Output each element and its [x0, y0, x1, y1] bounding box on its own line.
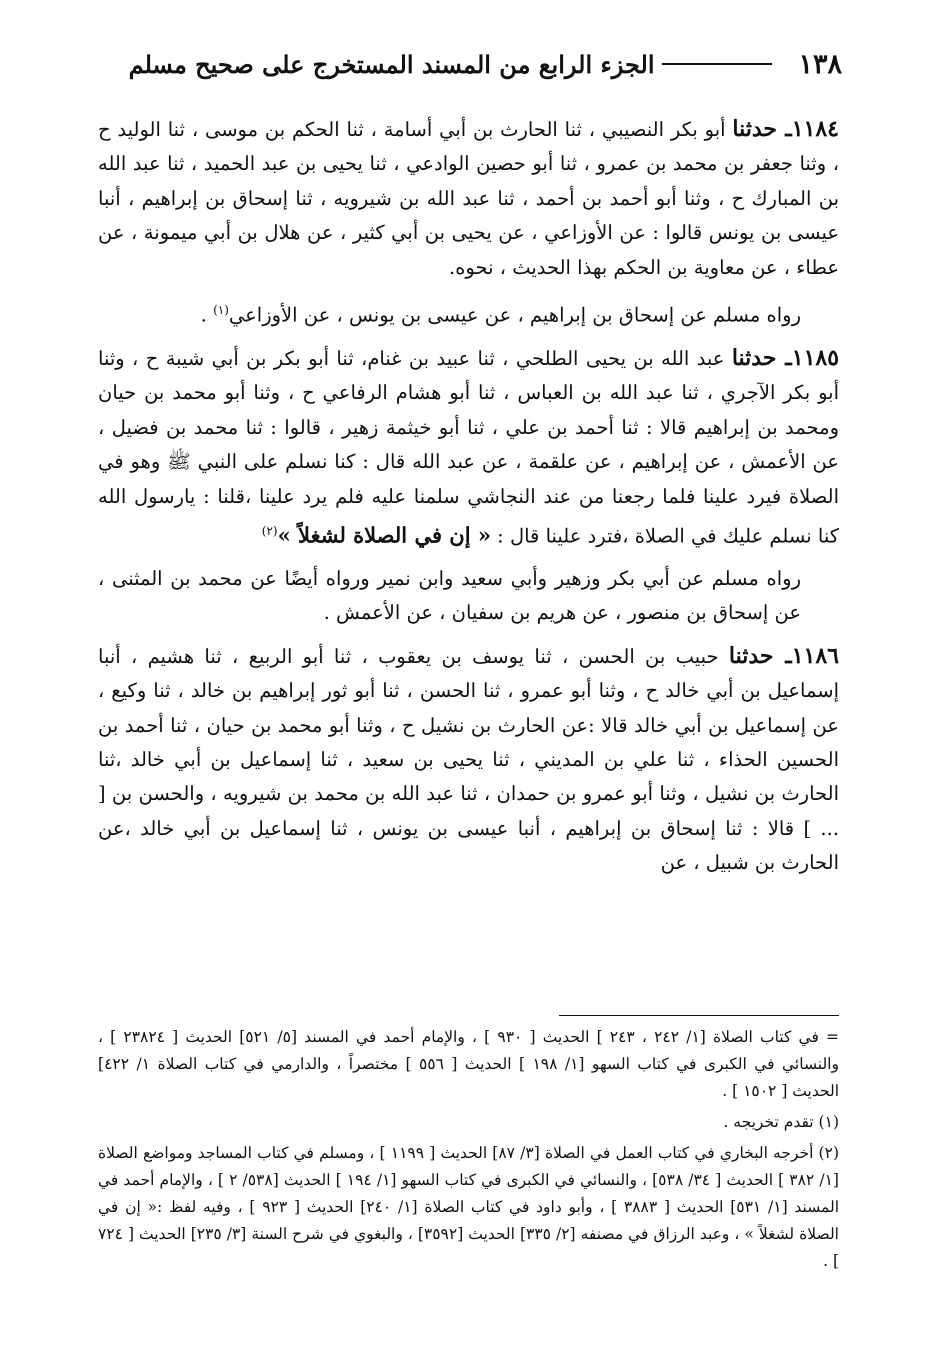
hadith-1185	[98, 341, 839, 554]
hadith-1184	[98, 112, 839, 285]
footnote-continued: = في كتاب الصلاة [١/ ٢٤٢ ، ٢٤٣ ] الحديث [ ٩٣٠ ] ، والإمام أحمد في المسند [٥/ ٥٢١] الحديث [ ٢٣٨٢٤ ] ، والنسائي في الكبرى في كتاب السهو [١/ ١٩٨ ] الحديث [ ٥٥٦ ] مختصراً ، والدارمي في كتاب الصلاة ١/ ٤٢٢] الحديث [ ١٥٠٢ ] .	[98, 1028, 839, 1100]
isnad-text: أبو بكر النصيبي ، ثنا الحارث بن أبي أسامة ، ثنا الحكم بن موسى ، ثنا الوليد ح ، وثنا جعفر بن محمد بن عمرو ، ثنا أبو حصين الوادعي ، ثنا يحيى بن عبد الحميد ، ثنا عبد الله بن المبارك ح ، وثنا أبو أحمد بن أحمد ، ثنا عبد الله بن شيرويه ، ثنا إسحاق بن إبراهيم ، أنبا عيسى بن يونس قالوا : عن الأوزاعي ، عن يحيى بن أبي كثير ، عن هلال بن أبي ميمونة ، عن عطاء ، عن معاوية بن الحكم بهذا الحديث ، نحوه.	[98, 118, 839, 279]
isnad-text: حبيب بن الحسن ، ثنا يوسف بن يعقوب ، ثنا أبو الربيع ، ثنا هشيم ، أنبا إسماعيل بن أبي خالد ح ، وثنا أبو عمرو ، ثنا الحسن ، ثنا أبو ثور إبراهيم بن خالد ، ثنا وكيع ، عن إسماعيل بن أبي خالد قالا :عن الحارث بن نشيل ح ، وثنا أبو محمد بن حيان ، ثنا أحمد بن الحسين الحذاء ، ثنا علي بن المديني ، ثنا يحيى بن سعيد ، ثنا إسماعيل بن أبي خالد ،ثنا الحارث بن نشيل ، وثنا أبو عمرو بن حمدان ، ثنا عبد الله بن محمد بن شيرويه ، والحسن بن [ ... ] قالا : ثنا إسحاق بن إبراهيم ، أنبا عيسى بن يونس ، ثنا إسماعيل بن أبي خالد ،عن الحارث بن شبيل ، عن	[98, 644, 839, 875]
hadith-number: ١١٨٦	[791, 642, 839, 669]
narration-end: .	[200, 303, 214, 327]
footnotes	[98, 1024, 839, 1279]
narration-note	[98, 293, 839, 333]
haddathana-label: ـ حدثنا	[731, 344, 792, 371]
main-text	[98, 112, 839, 889]
isnad-text: عبد الله بن يحيى الطلحي ، ثنا عبيد بن غنام، ثنا أبو بكر بن أبي شيبة ح ، وثنا أبو بكر الآجري ، ثنا عبد الله بن العباس ، ثنا أبو هشام الرفاعي ح ، وثنا أبو محمد بن حيان ومحمد بن إبراهيم قالا : ثنا أحمد بن علي ، ثنا أبو خيثمة زهير ، قالوا : ثنا محمد بن فضيل ، عن الأعمش ، عن إبراهيم ، عن علقمة ، عن عبد الله قال : كنا نسلم على النبي ﷺ وهو في الصلاة فيرد علينا فلما رجعنا من عند النجاشي سلمنا عليه فلم يرد علينا ،قلنا : يارسول الله كنا نسلم عليك في الصلاة ،فترد علينا قال :	[98, 346, 839, 548]
hadith-number: ١١٨٥	[791, 344, 840, 371]
narration-text: رواه مسلم عن أبي بكر وزهير وأبي سعيد وابن نمير ورواه أيضًا عن محمد بن المثنى ، عن إسحاق بن منصور ، عن هريم بن سفيان ، عن الأعمش .	[98, 566, 801, 625]
page-number: ١٣٨	[798, 48, 842, 80]
footnote-2: (٢) أخرجه البخاري في كتاب العمل في الصلاة [٣/ ٨٧] الحديث [ ١١٩٩ ] ، ومسلم في كتاب المساجد ومواضع الصلاة [١/ ٣٨٢ ] الحديث [ ٣٤/ ٥٣٨] ، والنسائي في الكبرى في كتاب السهو [١/ ١٩٤ ] الحديث [٥٣٨/ ٢ ] ، والإمام أحمد في المسند [١/ ٥٣١] الحديث [ ٣٨٨٣ ] ، وأبو داود في كتاب الصلاة [١/ ٢٤٠] الحديث [ ٩٢٣ ] ، وفيه لفظ :« إن في الصلاة لشغلاً » ، وعبد الرزاق في مصنفه [٢/ ٣٣٥] الحديث [٣٥٩٢] ، والبغوي في شرح السنة [٣/ ٢٣٥] الحديث [ ٧٢٤ ] .	[98, 1144, 840, 1270]
narration-note	[98, 562, 839, 631]
hadith-number: ١١٨٤	[791, 116, 839, 142]
haddathana-label: ـ حدثنا	[732, 116, 792, 142]
haddathana-label: ـ حدثنا	[728, 642, 792, 669]
header-rule	[662, 63, 772, 65]
matn-quote: « إن في الصلاة لشغلاً »	[277, 522, 491, 548]
footnote-1: (١) تقدم تخريجه .	[723, 1113, 839, 1131]
footnote-separator	[559, 1015, 839, 1016]
running-title: الجزء الرابع من المسند المستخرج على صحيح مسلم	[128, 49, 655, 79]
page-header	[95, 42, 842, 86]
hadith-1186	[98, 639, 839, 881]
footnote-ref: (٢)	[261, 523, 278, 538]
narration-text: رواه مسلم عن إسحاق بن إبراهيم ، عن عيسى بن يونس ، عن الأوزاعي	[228, 303, 801, 327]
footnote-ref: (١)	[213, 303, 229, 318]
